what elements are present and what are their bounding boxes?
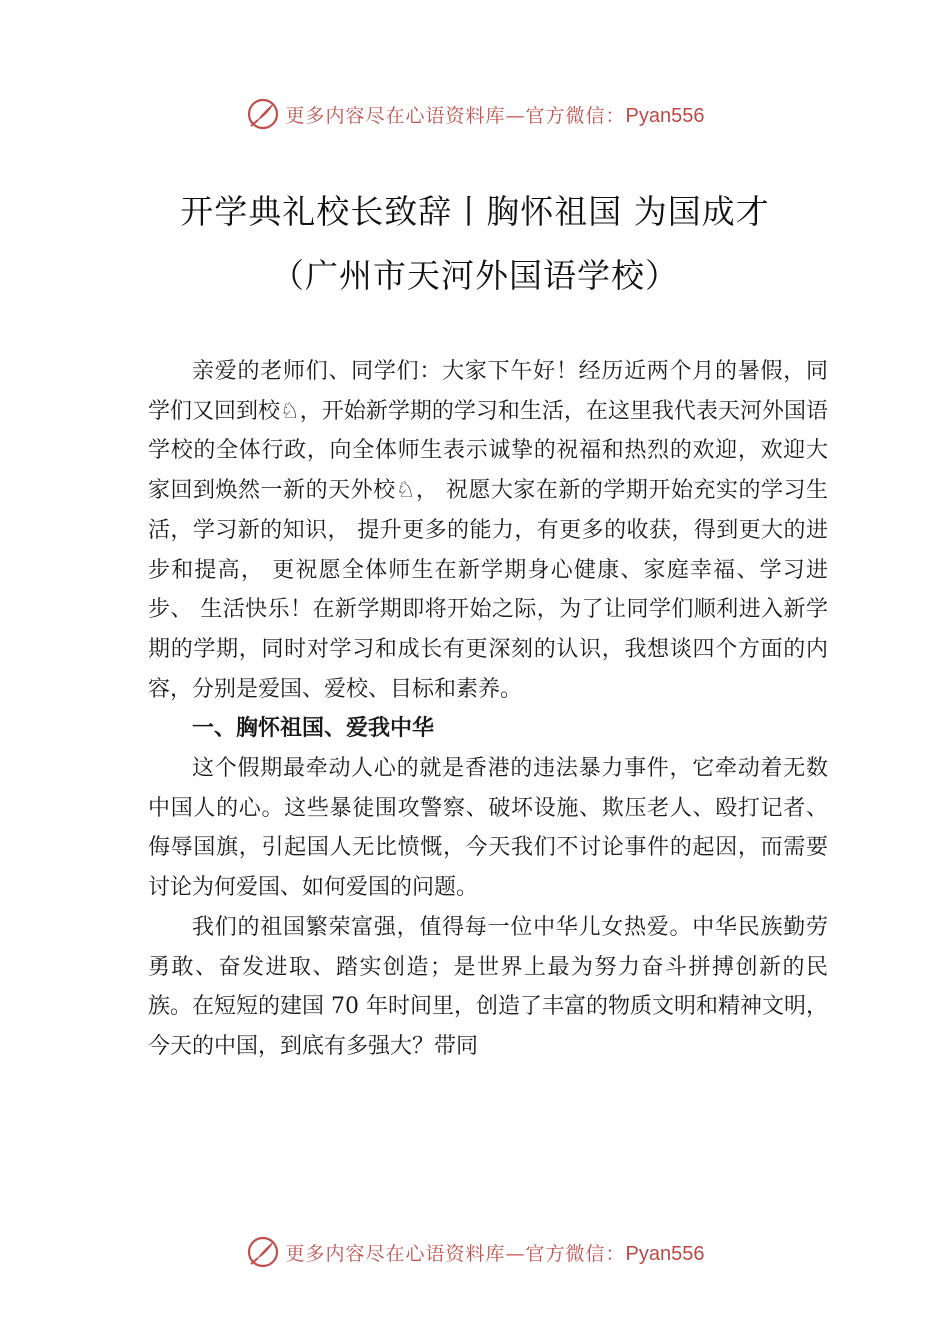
footer-banner-label: 更多内容尽在心语资料库—官方微信： xyxy=(285,1242,626,1265)
footer-wechat-id: Pyan556 xyxy=(625,1242,705,1265)
document-body xyxy=(148,352,828,1067)
document-subtitle: （广州市天河外国语学校） xyxy=(271,256,679,295)
paragraph-1: 亲爱的老师们、同学们：大家下午好！经历近两个月的暑假，同学们又回到校♘，开始新学期的学习和生活，在这里我代表天河外国语学校的全体行政，向全体师生表示诚挚的祝福和热烈的欢迎，欢迎大家回到焕然一新的天外校♘， 祝愿大家在新的学期开始充实的学习生活，学习新的知识， 提升更多的能力，有更多的收获，得到更大的进步和提高， 更祝愿全体师生在新学期身心健康、家庭幸福、学习进步、 生活快乐！在新学期即将开始之际，为了让同学们顺利进入新学期的学期，同时对学习和成长有更深刻的认识，我想谈四个方面的内容，分别是爱国、爱校、目标和素养。 xyxy=(148,359,828,702)
paragraph-3: 我们的祖国繁荣富强，值得每一位中华儿女热爱。中华民族勤劳勇敢、奋发进取、踏实创造；是世界上最为努力奋斗拼搏创新的民族。在短短的建国 70 年时间里，创造了丰富的物质文明和精神文明，今天的中国，到底有多强大？带同 xyxy=(148,914,828,1059)
paragraph-2: 这个假期最牵动人心的就是香港的违法暴力事件，它牵动着无数中国人的心。这些暴徒围攻警察、破坏设施、欺压老人、殴打记者、侮辱国旗，引起国人无比愤慨，今天我们不讨论事件的起因，而需要讨论为何爱国、如何爱国的问题。 xyxy=(148,756,828,901)
header-banner xyxy=(0,94,950,134)
section-heading-1: 一、胸怀祖国、爱我中华 xyxy=(192,716,435,742)
footer-banner xyxy=(0,1232,950,1272)
header-banner-label: 更多内容尽在心语资料库—官方微信： xyxy=(285,104,626,127)
document-title: 开学典礼校长致辞丨胸怀祖国 为国成才 xyxy=(180,192,770,231)
footer-banner-text xyxy=(286,1239,705,1266)
header-banner-text xyxy=(286,101,705,128)
quill-pen-logo-icon xyxy=(246,1235,280,1269)
header-wechat-id: Pyan556 xyxy=(625,104,705,127)
quill-pen-logo-icon xyxy=(246,97,280,131)
